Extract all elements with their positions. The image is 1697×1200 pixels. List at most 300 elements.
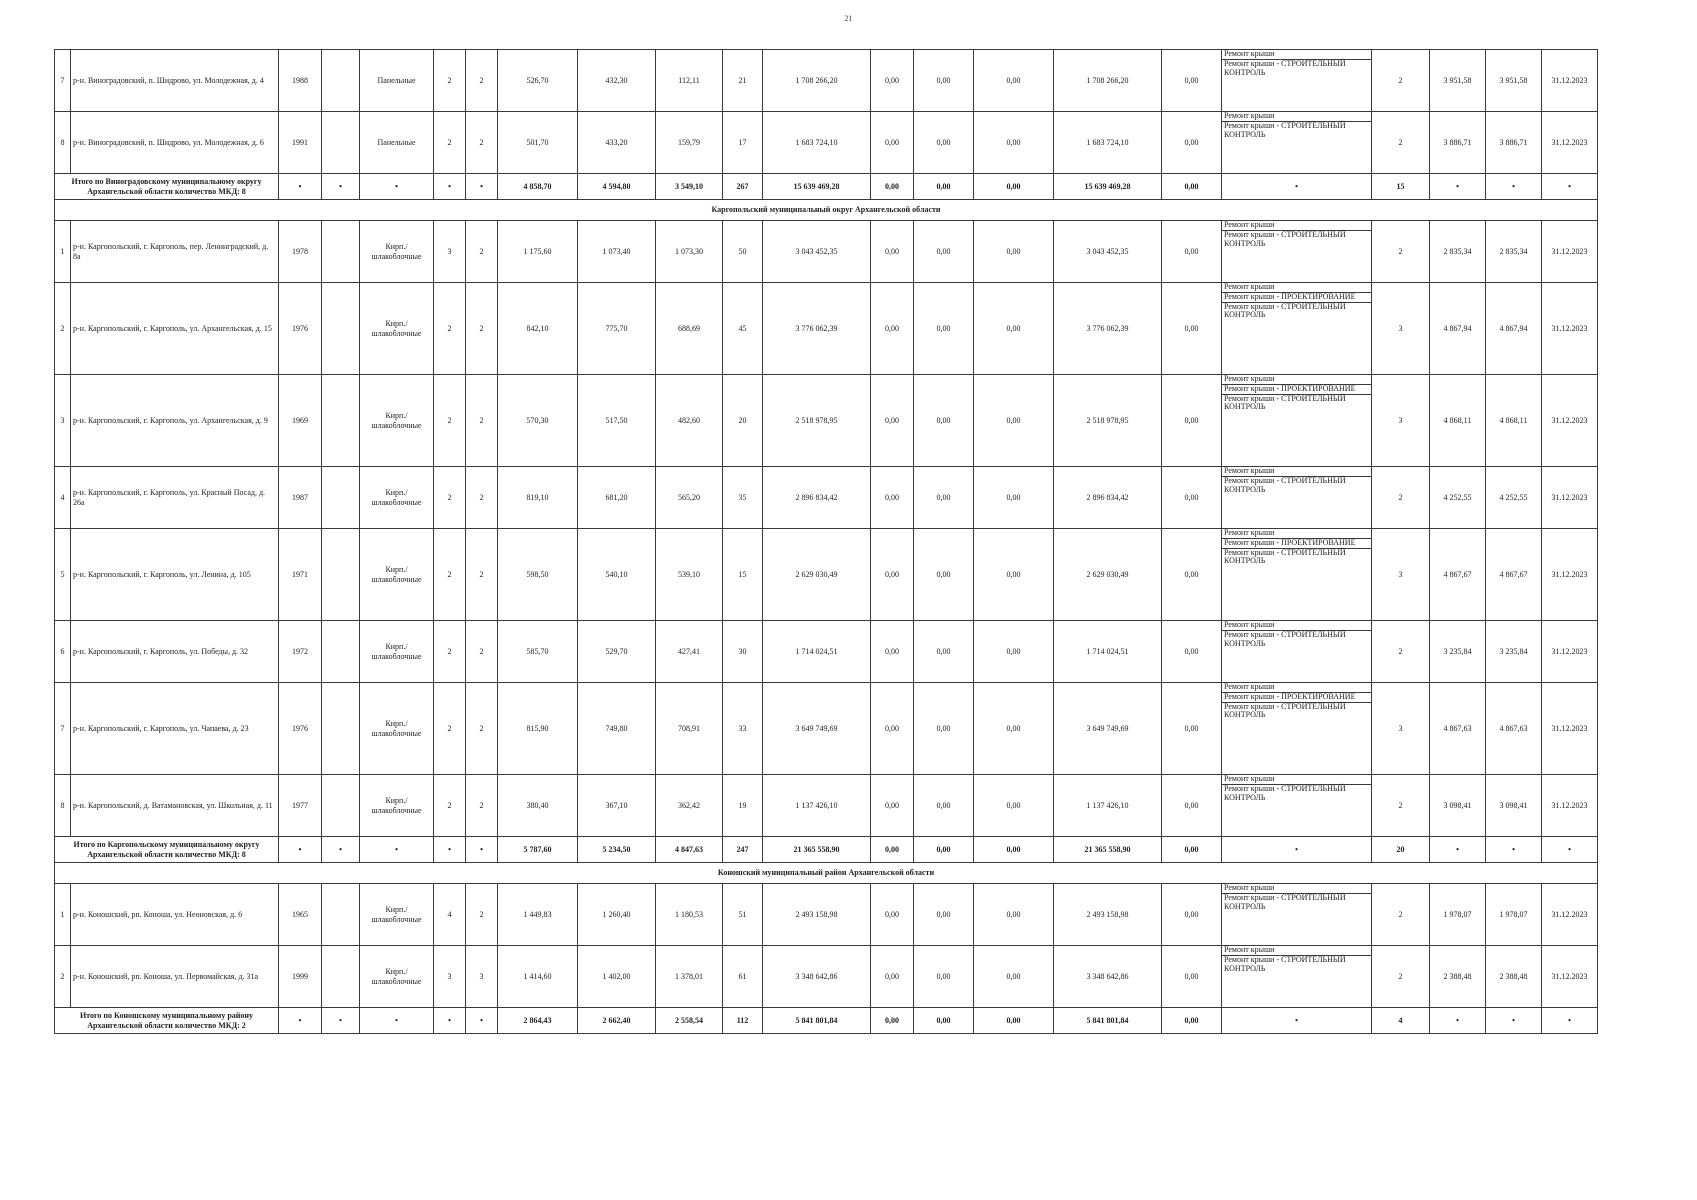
work-item: Ремонт крыши - ПРОЕКТИРОВАНИЕ bbox=[1222, 384, 1371, 394]
work-count-cell: 2 bbox=[1372, 112, 1430, 174]
col3-cell bbox=[322, 946, 360, 1008]
work-list bbox=[1222, 283, 1371, 320]
col3-cell bbox=[322, 283, 360, 375]
address-cell: р-н. Каргопольский, г. Каргополь, ул. Чапаева, д. 23 bbox=[71, 683, 279, 775]
budget-region-cell: 0,00 bbox=[914, 283, 974, 375]
address-cell: р-н. Каргопольский, г. Каргополь, пер. Ленинградский, д. 8а bbox=[71, 221, 279, 283]
fund-cell: 0,00 bbox=[871, 50, 914, 112]
work-item: Ремонт крыши - СТРОИТЕЛЬНЫЙ КОНТРОЛЬ bbox=[1222, 955, 1371, 974]
table-row bbox=[55, 50, 1598, 112]
work-item: Ремонт крыши - СТРОИТЕЛЬНЫЙ КОНТРОЛЬ bbox=[1222, 394, 1371, 413]
work-item: Ремонт крыши - СТРОИТЕЛЬНЫЙ КОНТРОЛЬ bbox=[1222, 630, 1371, 649]
total-row bbox=[55, 174, 1598, 200]
cost-total-cell: 3 043 452,35 bbox=[763, 221, 871, 283]
budget-region-cell: 0,00 bbox=[914, 112, 974, 174]
page-number: 21 bbox=[844, 14, 853, 23]
placeholder-dot: • bbox=[279, 174, 322, 200]
unit-cost-max-cell: 1 978,07 bbox=[1486, 884, 1542, 946]
address-cell: р-н. Каргопольский, г. Каргополь, ул. Архангельская, д. 9 bbox=[71, 375, 279, 467]
work-item: Ремонт крыши bbox=[1224, 466, 1275, 475]
year-cell: 1972 bbox=[279, 621, 322, 683]
deadline-cell: 31.12.2023 bbox=[1542, 529, 1598, 621]
floors-cell: 2 bbox=[434, 50, 466, 112]
placeholder-dot: • bbox=[1222, 174, 1372, 200]
placeholder-dot: • bbox=[322, 1008, 360, 1034]
area-total-cell: 819,10 bbox=[498, 467, 578, 529]
area-total-cell: 1 175,60 bbox=[498, 221, 578, 283]
floors-cell: 2 bbox=[434, 467, 466, 529]
col3-cell bbox=[322, 375, 360, 467]
total-area-owned: 2 558,54 bbox=[656, 1008, 723, 1034]
budget-local-cell: 0,00 bbox=[974, 467, 1054, 529]
unit-cost-max-cell: 3 886,71 bbox=[1486, 112, 1542, 174]
work-item: Ремонт крыши bbox=[1224, 883, 1275, 892]
residents-cell: 19 bbox=[723, 775, 763, 837]
total-owners-funds: 5 841 801,84 bbox=[1054, 1008, 1162, 1034]
total-area-residential: 2 662,40 bbox=[578, 1008, 656, 1034]
table-row bbox=[55, 946, 1598, 1008]
fund-cell: 0,00 bbox=[871, 529, 914, 621]
budget-region-cell: 0,00 bbox=[914, 621, 974, 683]
col3-cell bbox=[322, 50, 360, 112]
work-item: Ремонт крыши bbox=[1224, 528, 1275, 537]
total-area-total: 4 858,70 bbox=[498, 174, 578, 200]
area-total-cell: 501,70 bbox=[498, 112, 578, 174]
budget-local-cell: 0,00 bbox=[974, 775, 1054, 837]
cost-total-cell: 2 629 030,49 bbox=[763, 529, 871, 621]
address-cell: р-н. Виноградовский, п. Шидрово, ул. Молодежная, д. 6 bbox=[71, 112, 279, 174]
year-cell: 1969 bbox=[279, 375, 322, 467]
unit-cost-cell: 3 235,84 bbox=[1430, 621, 1486, 683]
floors-cell: 2 bbox=[434, 775, 466, 837]
unit-cost-cell: 3 098,41 bbox=[1430, 775, 1486, 837]
work-types-cell bbox=[1222, 50, 1372, 112]
placeholder-dot: • bbox=[434, 837, 466, 863]
year-cell: 1978 bbox=[279, 221, 322, 283]
other-cell: 0,00 bbox=[1162, 467, 1222, 529]
total-other: 0,00 bbox=[1162, 174, 1222, 200]
other-cell: 0,00 bbox=[1162, 621, 1222, 683]
total-row bbox=[55, 837, 1598, 863]
table-row bbox=[55, 621, 1598, 683]
year-cell: 1991 bbox=[279, 112, 322, 174]
area-total-cell: 526,70 bbox=[498, 50, 578, 112]
entrances-cell: 2 bbox=[466, 884, 498, 946]
work-item: Ремонт крыши - СТРОИТЕЛЬНЫЙ КОНТРОЛЬ bbox=[1222, 59, 1371, 78]
placeholder-dot: • bbox=[1542, 837, 1598, 863]
placeholder-dot: • bbox=[466, 1008, 498, 1034]
fund-cell: 0,00 bbox=[871, 683, 914, 775]
floors-cell: 4 bbox=[434, 884, 466, 946]
fund-cell: 0,00 bbox=[871, 621, 914, 683]
residents-cell: 30 bbox=[723, 621, 763, 683]
unit-cost-max-cell: 2 835,34 bbox=[1486, 221, 1542, 283]
year-cell: 1976 bbox=[279, 283, 322, 375]
work-list bbox=[1222, 775, 1371, 802]
placeholder-dot: • bbox=[322, 174, 360, 200]
col3-cell bbox=[322, 221, 360, 283]
entrances-cell: 2 bbox=[466, 467, 498, 529]
placeholder-dot: • bbox=[1222, 837, 1372, 863]
row-number: 1 bbox=[55, 221, 71, 283]
area-residential-cell: 1 260,40 bbox=[578, 884, 656, 946]
total-owners-funds: 15 639 469,28 bbox=[1054, 174, 1162, 200]
residents-cell: 21 bbox=[723, 50, 763, 112]
table-row bbox=[55, 221, 1598, 283]
area-owned-cell: 1 073,30 bbox=[656, 221, 723, 283]
residents-cell: 33 bbox=[723, 683, 763, 775]
year-cell: 1965 bbox=[279, 884, 322, 946]
work-count-cell: 3 bbox=[1372, 375, 1430, 467]
entrances-cell: 2 bbox=[466, 621, 498, 683]
col3-cell bbox=[322, 112, 360, 174]
work-types-cell bbox=[1222, 621, 1372, 683]
row-number: 6 bbox=[55, 621, 71, 683]
work-count-cell: 2 bbox=[1372, 621, 1430, 683]
budget-region-cell: 0,00 bbox=[914, 946, 974, 1008]
work-count-cell: 3 bbox=[1372, 683, 1430, 775]
material-cell: Кирп./ шлакоблочные bbox=[360, 221, 434, 283]
placeholder-dot: • bbox=[1542, 174, 1598, 200]
entrances-cell: 2 bbox=[466, 529, 498, 621]
row-number: 7 bbox=[55, 683, 71, 775]
total-budget-region: 0,00 bbox=[914, 174, 974, 200]
work-list bbox=[1222, 529, 1371, 566]
cost-total-cell: 1 714 024,51 bbox=[763, 621, 871, 683]
col3-cell bbox=[322, 529, 360, 621]
address-cell: р-н. Каргопольский, д. Ватамановская, ул. Школьная, д. 11 bbox=[71, 775, 279, 837]
area-owned-cell: 159,79 bbox=[656, 112, 723, 174]
work-count-cell: 2 bbox=[1372, 50, 1430, 112]
cost-total-cell: 1 708 266,20 bbox=[763, 50, 871, 112]
capital-repair-table bbox=[54, 49, 1598, 1034]
deadline-cell: 31.12.2023 bbox=[1542, 375, 1598, 467]
work-list bbox=[1222, 50, 1371, 77]
work-item: Ремонт крыши - СТРОИТЕЛЬНЫЙ КОНТРОЛЬ bbox=[1222, 230, 1371, 249]
material-cell: Кирп./ шлакоблочные bbox=[360, 884, 434, 946]
deadline-cell: 31.12.2023 bbox=[1542, 775, 1598, 837]
year-cell: 1977 bbox=[279, 775, 322, 837]
fund-cell: 0,00 bbox=[871, 283, 914, 375]
unit-cost-max-cell: 4 867,63 bbox=[1486, 683, 1542, 775]
total-owners-funds: 21 365 558,90 bbox=[1054, 837, 1162, 863]
owners-funds-cell: 1 683 724,10 bbox=[1054, 112, 1162, 174]
total-other: 0,00 bbox=[1162, 1008, 1222, 1034]
floors-cell: 3 bbox=[434, 946, 466, 1008]
cost-total-cell: 3 649 749,69 bbox=[763, 683, 871, 775]
material-cell: Кирп./ шлакоблочные bbox=[360, 775, 434, 837]
owners-funds-cell: 1 137 426,10 bbox=[1054, 775, 1162, 837]
placeholder-dot: • bbox=[466, 174, 498, 200]
work-item: Ремонт крыши bbox=[1224, 111, 1275, 120]
budget-local-cell: 0,00 bbox=[974, 946, 1054, 1008]
cost-total-cell: 2 518 978,95 bbox=[763, 375, 871, 467]
area-residential-cell: 749,80 bbox=[578, 683, 656, 775]
address-cell: р-н. Коношский, рп. Коноша, ул. Неоновская, д. 6 bbox=[71, 884, 279, 946]
work-list bbox=[1222, 375, 1371, 412]
total-work-count: 4 bbox=[1372, 1008, 1430, 1034]
deadline-cell: 31.12.2023 bbox=[1542, 50, 1598, 112]
district-header-row bbox=[55, 200, 1598, 221]
address-cell: р-н. Каргопольский, г. Каргополь, ул. Победы, д. 32 bbox=[71, 621, 279, 683]
total-budget-local: 0,00 bbox=[974, 1008, 1054, 1034]
total-cost-total: 5 841 801,84 bbox=[763, 1008, 871, 1034]
work-item: Ремонт крыши bbox=[1224, 682, 1275, 691]
row-number: 5 bbox=[55, 529, 71, 621]
col3-cell bbox=[322, 621, 360, 683]
residents-cell: 15 bbox=[723, 529, 763, 621]
total-residents: 267 bbox=[723, 174, 763, 200]
unit-cost-max-cell: 3 235,84 bbox=[1486, 621, 1542, 683]
table-row bbox=[55, 112, 1598, 174]
work-count-cell: 2 bbox=[1372, 775, 1430, 837]
cost-total-cell: 1 137 426,10 bbox=[763, 775, 871, 837]
entrances-cell: 2 bbox=[466, 775, 498, 837]
entrances-cell: 2 bbox=[466, 683, 498, 775]
area-residential-cell: 517,50 bbox=[578, 375, 656, 467]
owners-funds-cell: 3 348 642,86 bbox=[1054, 946, 1162, 1008]
entrances-cell: 2 bbox=[466, 112, 498, 174]
unit-cost-cell: 4 867,63 bbox=[1430, 683, 1486, 775]
other-cell: 0,00 bbox=[1162, 946, 1222, 1008]
budget-region-cell: 0,00 bbox=[914, 50, 974, 112]
budget-region-cell: 0,00 bbox=[914, 529, 974, 621]
residents-cell: 45 bbox=[723, 283, 763, 375]
col3-cell bbox=[322, 775, 360, 837]
work-types-cell bbox=[1222, 112, 1372, 174]
placeholder-dot: • bbox=[322, 837, 360, 863]
budget-local-cell: 0,00 bbox=[974, 50, 1054, 112]
work-item: Ремонт крыши - СТРОИТЕЛЬНЫЙ КОНТРОЛЬ bbox=[1222, 784, 1371, 803]
total-fund: 0,00 bbox=[871, 1008, 914, 1034]
district-title: Коношский муниципальный район Архангельской области bbox=[55, 863, 1598, 884]
row-number: 4 bbox=[55, 467, 71, 529]
work-list bbox=[1222, 884, 1371, 911]
owners-funds-cell: 2 493 158,98 bbox=[1054, 884, 1162, 946]
work-list bbox=[1222, 946, 1371, 973]
total-budget-local: 0,00 bbox=[974, 174, 1054, 200]
fund-cell: 0,00 bbox=[871, 221, 914, 283]
material-cell: Кирп./ шлакоблочные bbox=[360, 283, 434, 375]
total-area-residential: 4 594,80 bbox=[578, 174, 656, 200]
budget-region-cell: 0,00 bbox=[914, 375, 974, 467]
unit-cost-cell: 4 867,67 bbox=[1430, 529, 1486, 621]
residents-cell: 50 bbox=[723, 221, 763, 283]
total-budget-local: 0,00 bbox=[974, 837, 1054, 863]
col3-cell bbox=[322, 467, 360, 529]
work-types-cell bbox=[1222, 683, 1372, 775]
other-cell: 0,00 bbox=[1162, 884, 1222, 946]
total-budget-region: 0,00 bbox=[914, 837, 974, 863]
work-item: Ремонт крыши bbox=[1224, 220, 1275, 229]
deadline-cell: 31.12.2023 bbox=[1542, 946, 1598, 1008]
residents-cell: 35 bbox=[723, 467, 763, 529]
area-owned-cell: 565,20 bbox=[656, 467, 723, 529]
floors-cell: 2 bbox=[434, 283, 466, 375]
address-cell: р-н. Каргопольский, г. Каргополь, ул. Архангельская, д. 15 bbox=[71, 283, 279, 375]
owners-funds-cell: 3 776 062,39 bbox=[1054, 283, 1162, 375]
owners-funds-cell: 2 629 030,49 bbox=[1054, 529, 1162, 621]
table-row bbox=[55, 467, 1598, 529]
work-list bbox=[1222, 683, 1371, 720]
deadline-cell: 31.12.2023 bbox=[1542, 112, 1598, 174]
year-cell: 1976 bbox=[279, 683, 322, 775]
total-residents: 112 bbox=[723, 1008, 763, 1034]
placeholder-dot: • bbox=[1222, 1008, 1372, 1034]
budget-local-cell: 0,00 bbox=[974, 283, 1054, 375]
other-cell: 0,00 bbox=[1162, 112, 1222, 174]
total-area-total: 5 787,60 bbox=[498, 837, 578, 863]
area-owned-cell: 362,42 bbox=[656, 775, 723, 837]
material-cell: Кирп./ шлакоблочные bbox=[360, 621, 434, 683]
budget-region-cell: 0,00 bbox=[914, 467, 974, 529]
unit-cost-max-cell: 3 098,41 bbox=[1486, 775, 1542, 837]
material-cell: Кирп./ шлакоблочные bbox=[360, 529, 434, 621]
work-item: Ремонт крыши bbox=[1224, 620, 1275, 629]
fund-cell: 0,00 bbox=[871, 775, 914, 837]
material-cell: Кирп./ шлакоблочные bbox=[360, 946, 434, 1008]
residents-cell: 20 bbox=[723, 375, 763, 467]
placeholder-dot: • bbox=[1430, 837, 1486, 863]
unit-cost-max-cell: 4 867,94 bbox=[1486, 283, 1542, 375]
work-count-cell: 2 bbox=[1372, 884, 1430, 946]
table-row bbox=[55, 529, 1598, 621]
work-types-cell bbox=[1222, 221, 1372, 283]
address-cell: р-н. Каргопольский, г. Каргополь, ул. Ленина, д. 105 bbox=[71, 529, 279, 621]
area-owned-cell: 688,69 bbox=[656, 283, 723, 375]
year-cell: 1999 bbox=[279, 946, 322, 1008]
cost-total-cell: 1 683 724,10 bbox=[763, 112, 871, 174]
unit-cost-cell: 4 868,11 bbox=[1430, 375, 1486, 467]
placeholder-dot: • bbox=[434, 174, 466, 200]
placeholder-dot: • bbox=[360, 1008, 434, 1034]
row-number: 3 bbox=[55, 375, 71, 467]
unit-cost-cell: 1 978,07 bbox=[1430, 884, 1486, 946]
area-residential-cell: 367,10 bbox=[578, 775, 656, 837]
budget-local-cell: 0,00 bbox=[974, 221, 1054, 283]
unit-cost-cell: 3 886,71 bbox=[1430, 112, 1486, 174]
owners-funds-cell: 2 518 978,95 bbox=[1054, 375, 1162, 467]
area-residential-cell: 540,10 bbox=[578, 529, 656, 621]
budget-region-cell: 0,00 bbox=[914, 884, 974, 946]
entrances-cell: 2 bbox=[466, 221, 498, 283]
col3-cell bbox=[322, 884, 360, 946]
placeholder-dot: • bbox=[1542, 1008, 1598, 1034]
placeholder-dot: • bbox=[279, 837, 322, 863]
cost-total-cell: 2 896 834,42 bbox=[763, 467, 871, 529]
year-cell: 1987 bbox=[279, 467, 322, 529]
budget-region-cell: 0,00 bbox=[914, 775, 974, 837]
other-cell: 0,00 bbox=[1162, 529, 1222, 621]
area-owned-cell: 708,91 bbox=[656, 683, 723, 775]
total-work-count: 20 bbox=[1372, 837, 1430, 863]
cost-total-cell: 2 493 158,98 bbox=[763, 884, 871, 946]
total-area-owned: 4 847,63 bbox=[656, 837, 723, 863]
total-fund: 0,00 bbox=[871, 837, 914, 863]
budget-local-cell: 0,00 bbox=[974, 884, 1054, 946]
other-cell: 0,00 bbox=[1162, 375, 1222, 467]
fund-cell: 0,00 bbox=[871, 946, 914, 1008]
floors-cell: 2 bbox=[434, 112, 466, 174]
budget-local-cell: 0,00 bbox=[974, 621, 1054, 683]
table-row bbox=[55, 775, 1598, 837]
floors-cell: 3 bbox=[434, 221, 466, 283]
unit-cost-max-cell: 4 868,11 bbox=[1486, 375, 1542, 467]
work-count-cell: 2 bbox=[1372, 946, 1430, 1008]
fund-cell: 0,00 bbox=[871, 375, 914, 467]
work-types-cell bbox=[1222, 375, 1372, 467]
total-label: Итого по Виноградовскому муниципальному округу Архангельской области количество МКД: 8 bbox=[55, 174, 279, 200]
deadline-cell: 31.12.2023 bbox=[1542, 621, 1598, 683]
residents-cell: 61 bbox=[723, 946, 763, 1008]
deadline-cell: 31.12.2023 bbox=[1542, 221, 1598, 283]
total-budget-region: 0,00 bbox=[914, 1008, 974, 1034]
work-list bbox=[1222, 467, 1371, 494]
work-item: Ремонт крыши - СТРОИТЕЛЬНЫЙ КОНТРОЛЬ bbox=[1222, 702, 1371, 721]
row-number: 2 bbox=[55, 946, 71, 1008]
row-number: 7 bbox=[55, 50, 71, 112]
owners-funds-cell: 1 708 266,20 bbox=[1054, 50, 1162, 112]
area-residential-cell: 432,30 bbox=[578, 50, 656, 112]
area-total-cell: 842,10 bbox=[498, 283, 578, 375]
other-cell: 0,00 bbox=[1162, 50, 1222, 112]
work-types-cell bbox=[1222, 283, 1372, 375]
area-residential-cell: 529,70 bbox=[578, 621, 656, 683]
total-other: 0,00 bbox=[1162, 837, 1222, 863]
work-count-cell: 3 bbox=[1372, 283, 1430, 375]
area-residential-cell: 681,20 bbox=[578, 467, 656, 529]
area-total-cell: 815,90 bbox=[498, 683, 578, 775]
address-cell: р-н. Каргопольский, г. Каргополь, ул. Красный Посад, д. 26а bbox=[71, 467, 279, 529]
work-item: Ремонт крыши - СТРОИТЕЛЬНЫЙ КОНТРОЛЬ bbox=[1222, 893, 1371, 912]
area-owned-cell: 112,11 bbox=[656, 50, 723, 112]
work-types-cell bbox=[1222, 946, 1372, 1008]
area-total-cell: 585,70 bbox=[498, 621, 578, 683]
work-item: Ремонт крыши - СТРОИТЕЛЬНЫЙ КОНТРОЛЬ bbox=[1222, 476, 1371, 495]
placeholder-dot: • bbox=[466, 837, 498, 863]
work-count-cell: 3 bbox=[1372, 529, 1430, 621]
entrances-cell: 3 bbox=[466, 946, 498, 1008]
budget-region-cell: 0,00 bbox=[914, 221, 974, 283]
total-area-total: 2 864,43 bbox=[498, 1008, 578, 1034]
work-item: Ремонт крыши - ПРОЕКТИРОВАНИЕ bbox=[1222, 538, 1371, 548]
placeholder-dot: • bbox=[360, 837, 434, 863]
material-cell: Панельные bbox=[360, 50, 434, 112]
floors-cell: 2 bbox=[434, 529, 466, 621]
floors-cell: 2 bbox=[434, 621, 466, 683]
other-cell: 0,00 bbox=[1162, 775, 1222, 837]
total-residents: 247 bbox=[723, 837, 763, 863]
placeholder-dot: • bbox=[279, 1008, 322, 1034]
row-number: 8 bbox=[55, 112, 71, 174]
area-total-cell: 1 449,83 bbox=[498, 884, 578, 946]
area-owned-cell: 539,10 bbox=[656, 529, 723, 621]
budget-local-cell: 0,00 bbox=[974, 529, 1054, 621]
work-item: Ремонт крыши bbox=[1224, 49, 1275, 58]
cost-total-cell: 3 348 642,86 bbox=[763, 946, 871, 1008]
fund-cell: 0,00 bbox=[871, 467, 914, 529]
district-header-row bbox=[55, 863, 1598, 884]
year-cell: 1971 bbox=[279, 529, 322, 621]
entrances-cell: 2 bbox=[466, 283, 498, 375]
work-item: Ремонт крыши bbox=[1224, 774, 1275, 783]
placeholder-dot: • bbox=[1430, 1008, 1486, 1034]
work-item: Ремонт крыши bbox=[1224, 282, 1275, 291]
area-total-cell: 380,40 bbox=[498, 775, 578, 837]
cost-total-cell: 3 776 062,39 bbox=[763, 283, 871, 375]
budget-local-cell: 0,00 bbox=[974, 112, 1054, 174]
other-cell: 0,00 bbox=[1162, 683, 1222, 775]
